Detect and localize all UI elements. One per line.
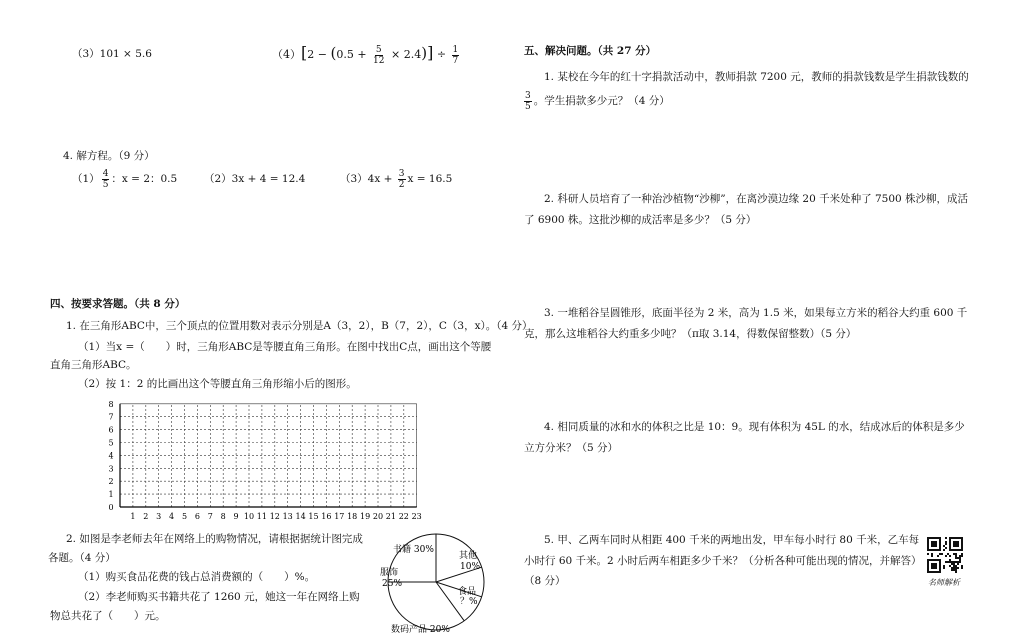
grid-x-label: 6 xyxy=(194,512,200,521)
grid-x-label: 11 xyxy=(256,512,267,521)
grid-x-label: 1 xyxy=(130,512,136,521)
pie-label-other: 其他 xyxy=(459,551,478,561)
section4-heading: 四、按要求答题。（共 8 分） xyxy=(50,298,186,310)
fraction-4-5: $\frac{4}{5}$ xyxy=(102,168,109,190)
pie-label-digital: 数码产品 20% xyxy=(391,625,450,635)
equation-1 xyxy=(72,167,177,191)
grid-y-label: 7 xyxy=(108,412,114,422)
qr-code-icon[interactable] xyxy=(927,537,963,573)
grid-x-label: 14 xyxy=(295,512,306,521)
fraction-3-5: $\frac{3}{5}$ xyxy=(525,90,531,112)
grid-x-label: 16 xyxy=(321,512,332,521)
pie-label-other-pct: 10% xyxy=(460,562,481,572)
grid-x-label: 7 xyxy=(207,512,213,521)
problem4-line2: 立方分米？（5 分） xyxy=(524,442,619,454)
grid-x-label: 12 xyxy=(269,512,280,521)
grid-y-label: 3 xyxy=(108,464,114,474)
problem5-line1: 5. 甲、乙两车同时从相距 400 千米的两地出发，甲车每小时行 80 千米，乙车每 xyxy=(544,534,920,546)
q1-2: （2）按 1：2 的比画出这个等腰直角三角形缩小后的图形。 xyxy=(78,378,357,390)
problem1-line2-text: 。学生捐款多少元？（4 分） xyxy=(533,95,670,107)
calc-item-4-part-b: 0.5 + xyxy=(336,48,371,61)
problem4-line1: 4. 相同质量的冰和水的体积之比是 10：9。现有体积为 45L 的水，结成冰后的体积是多少 xyxy=(544,421,965,433)
fraction-3-2: $\frac{3}{2}$ xyxy=(398,168,405,190)
grid-x-label: 19 xyxy=(360,512,371,521)
calc-item-4 xyxy=(272,41,461,67)
problem1-line2 xyxy=(522,89,670,113)
equations-heading: 4. 解方程。（9 分） xyxy=(63,150,155,162)
grid-y-label: 5 xyxy=(108,438,114,448)
problem2-line2: 了 6900 株。这批沙柳的成活率是多少？（5 分） xyxy=(524,214,757,226)
equation-3 xyxy=(340,167,452,191)
bracket-open: [ xyxy=(301,43,308,62)
grid-x-label: 3 xyxy=(156,512,162,521)
eq1-rest: ：x = 2：0.5 xyxy=(111,173,178,185)
grid-x-label: 10 xyxy=(243,512,255,521)
grid-y-label: 2 xyxy=(108,477,114,487)
spending-pie-chart xyxy=(370,530,505,636)
problem3-line1: 3. 一堆稻谷呈圆锥形，底面半径为 2 米，高为 1.5 米，如果每立方米的稻谷大约重 600 千 xyxy=(544,307,968,319)
section5-heading: 五、解决问题。（共 27 分） xyxy=(524,45,657,57)
paren-close: ) xyxy=(421,44,428,62)
grid-y-labels xyxy=(108,400,113,512)
grid-x-label: 23 xyxy=(411,512,422,521)
pie-label-food-pct: ？% xyxy=(460,597,478,607)
bracket-close: ] xyxy=(427,43,434,62)
problem1-line1: 1. 某校在今年的红十字捐款活动中，教师捐款 7200 元，教师的捐款钱数是学生捐款钱数的 xyxy=(544,71,969,83)
coordinate-grid xyxy=(100,395,430,527)
problem2-line1: 2. 科研人员培育了一种治沙植物“沙柳”，在离沙漠边缘 20 千米处种了 7500 株沙柳，成活 xyxy=(544,193,969,205)
fraction-1-7: $\frac{1}{7}$ xyxy=(452,44,459,66)
q2-line2: 各题。（4 分） xyxy=(48,552,116,564)
grid-x-label: 17 xyxy=(334,512,345,521)
fraction-5-12: $\frac{5}{12}$ xyxy=(373,44,385,66)
grid-x-label: 5 xyxy=(181,512,188,521)
eq3-prefix: （3）4x + xyxy=(340,173,396,185)
q2-1: （1）购买食品花费的钱占总消费额的（ ）%。 xyxy=(78,571,316,583)
problem5-line3: （8 分） xyxy=(524,575,566,587)
q1-1-line2: 直角三角形ABC。 xyxy=(50,359,137,371)
qr-caption: 名师解析 xyxy=(928,578,960,587)
grid-y-label: 0 xyxy=(108,503,114,512)
grid-lines xyxy=(120,404,417,507)
grid-y-label: 8 xyxy=(108,399,114,409)
grid-y-label: 1 xyxy=(108,490,114,500)
grid-x-label: 13 xyxy=(282,512,293,521)
pie-label-food: 食品 xyxy=(458,587,477,597)
grid-x-label: 4 xyxy=(169,512,175,521)
q2-2-line2: 物总共花了（ ）元。 xyxy=(50,610,166,622)
eq3-rest: x = 16.5 xyxy=(407,173,453,185)
pie-label-clothing-pct: 25% xyxy=(382,579,403,589)
problem5-line2: 小时行 60 千米。2 小时后两车相距多少千米？（分析各种可能出现的情况，并解答） xyxy=(524,555,922,567)
grid-y-label: 6 xyxy=(108,425,114,435)
pie-label-books: 书籍 30% xyxy=(393,545,434,555)
paren-open: ( xyxy=(330,44,337,62)
grid-x-labels xyxy=(130,512,421,521)
q2-2-line1: （2）李老师购买书籍共花了 1260 元，她这一年在网络上购 xyxy=(78,591,360,603)
grid-y-label: 4 xyxy=(108,451,114,461)
grid-x-label: 21 xyxy=(385,512,396,521)
pie-label-clothing: 服饰 xyxy=(380,568,399,578)
q2-line1: 2. 如图是李老师去年在网络上的购物情况，请根据据统计图完成 xyxy=(66,533,363,545)
grid-x-label: 22 xyxy=(398,512,409,521)
eq1-prefix: （1） xyxy=(72,173,100,185)
problem3-line2: 克，那么这堆稻谷大约重多少吨？（π取 3.14，得数保留整数）（5 分） xyxy=(524,328,857,340)
equation-2: （2）3x + 4 = 12.4 xyxy=(204,173,306,185)
grid-x-label: 18 xyxy=(347,512,358,521)
q1-line1: 1. 在三角形ABC中，三个顶点的位置用数对表示分别是A（3，2），B（7，2），C（3，x）。（4 分） xyxy=(66,320,533,332)
calc-item-4-part-a: 2 − xyxy=(307,48,331,61)
grid-x-label: 15 xyxy=(308,512,319,521)
grid-x-label: 8 xyxy=(220,512,226,521)
calc-item-4-prefix: （4） xyxy=(272,48,301,61)
calc-item-4-part-d: ÷ xyxy=(433,48,450,61)
grid-x-label: 20 xyxy=(372,512,384,521)
grid-x-label: 2 xyxy=(143,512,149,521)
q1-1-line1: （1）当x =（ ）时，三角形ABC是等腰直角三角形。在图中找出C点，画出这个等腰 xyxy=(78,341,492,353)
calc-item-4-part-c: × 2.4 xyxy=(387,48,422,61)
grid-x-label: 9 xyxy=(233,512,239,521)
calc-item-3: （3）101 × 5.6 xyxy=(72,48,152,60)
